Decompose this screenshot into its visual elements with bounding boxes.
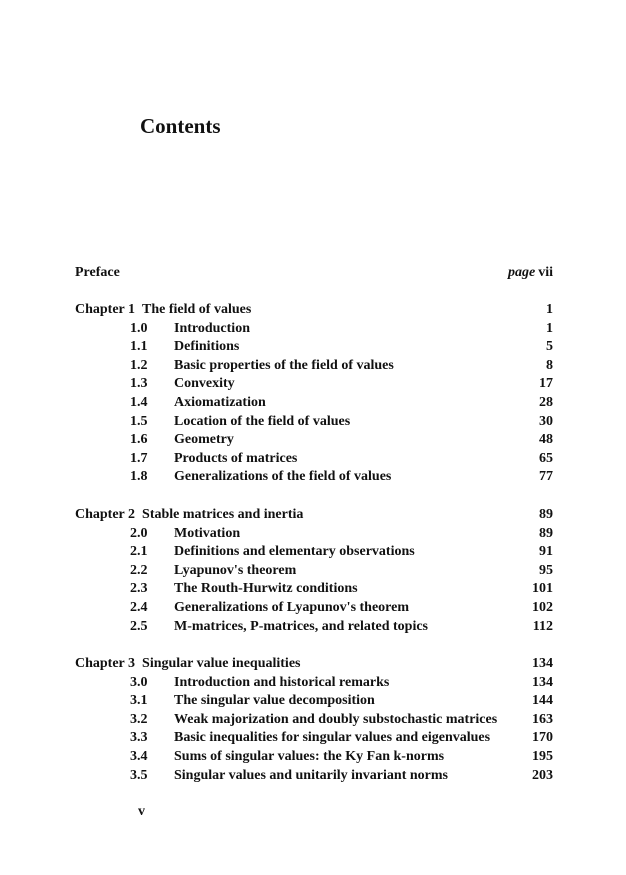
toc-chapter-3 [75, 656, 553, 786]
preface-page-number: vii [538, 265, 553, 280]
chapter-label: Chapter 2 Stable matrices and inertia [75, 507, 304, 522]
preface-page [508, 265, 553, 281]
toc-entry: 1.3 Convexity 17 [130, 376, 553, 392]
toc-entry: 2.3 The Routh-Hurwitz conditions 101 [130, 581, 553, 597]
toc-entry: 1.4 Axiomatization 28 [130, 394, 553, 410]
toc-entry: 1.0 Introduction 1 [130, 320, 553, 336]
page-number: v [138, 804, 145, 819]
toc-entry: 1.5 Location of the field of values 30 [130, 413, 553, 429]
toc-entry: 3.5 Singular values and unitarily invariant norms 203 [130, 767, 553, 783]
toc-entry: 2.4 Generalizations of Lyapunov's theorem 102 [130, 599, 553, 615]
toc-chapter-1 [75, 302, 553, 488]
toc-preface-row [75, 265, 553, 285]
toc-entry: 1.2 Basic properties of the field of values 8 [130, 357, 553, 373]
chapter-label: Chapter 3 Singular value inequalities [75, 656, 301, 671]
toc-entry: 1.7 Products of matrices 65 [130, 450, 553, 466]
toc-entry: 2.2 Lyapunov's theorem 95 [130, 562, 553, 578]
toc-entry: 3.4 Sums of singular values: the Ky Fan k-norms 195 [130, 748, 553, 764]
chapter-page: 89 [539, 507, 553, 522]
chapter-label: Chapter 1 The field of values [75, 302, 252, 317]
chapter-heading-row [75, 656, 553, 675]
toc-entry: 3.1 The singular value decomposition 144 [130, 693, 553, 709]
toc-entry: 2.5 M-matrices, P-matrices, and related topics 112 [130, 618, 553, 634]
toc-entry: 3.2 Weak majorization and doubly substochastic matrices 163 [130, 711, 553, 727]
chapter-heading-row [75, 302, 553, 321]
chapter-page: 1 [546, 302, 553, 317]
page-title: Contents [140, 114, 221, 138]
toc-chapter-2 [75, 507, 553, 637]
toc-entry: 3.0 Introduction and historical remarks 134 [130, 674, 553, 690]
chapter-page: 134 [532, 656, 553, 671]
page-prefix: page [508, 265, 536, 280]
toc-entry: 1.8 Generalizations of the field of values 77 [130, 469, 553, 485]
toc-entry: 2.0 Motivation 89 [130, 525, 553, 541]
toc-entry: 1.1 Definitions 5 [130, 339, 553, 355]
chapter-heading-row [75, 507, 553, 526]
toc-entry: 3.3 Basic inequalities for singular values and eigenvalues 170 [130, 730, 553, 746]
toc-entry: 2.1 Definitions and elementary observations 91 [130, 544, 553, 560]
toc-entry: 1.6 Geometry 48 [130, 432, 553, 448]
preface-label: Preface [75, 265, 120, 280]
